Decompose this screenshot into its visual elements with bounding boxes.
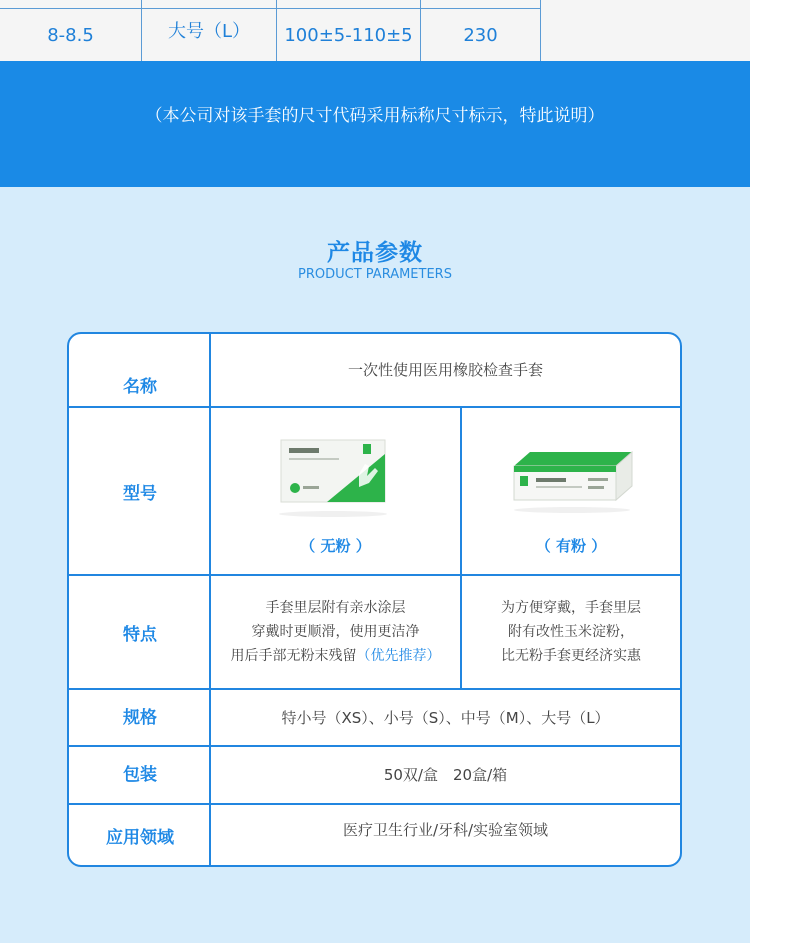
powder-free-box-image	[267, 434, 397, 524]
value-size: 特小号（XS）、小号（S）、中号（M）、大号（L）	[281, 708, 610, 727]
features-powder-free	[211, 576, 460, 688]
value-packaging: 50双/盒 20盒/箱	[383, 766, 508, 784]
feature-line: 比无粉手套更经济实惠	[501, 648, 641, 664]
label-features: 特点	[123, 624, 157, 645]
feature-line: 为方便穿戴，手套里层	[501, 600, 641, 616]
value-application: 医疗卫生行业/牙科/实验室领域	[342, 821, 549, 839]
feature-line: 附有改性玉米淀粉，	[508, 624, 634, 640]
feature-line: 手套里层附有亲水涂层	[265, 600, 406, 616]
size-cell-hand: 8-8.5	[47, 24, 94, 46]
label-size: 规格	[123, 707, 157, 728]
label-packaging: 包装	[123, 764, 157, 785]
size-cell-length: 100±5-110±5	[284, 24, 413, 46]
powdered-box-image	[506, 438, 636, 518]
feature-line	[231, 644, 441, 668]
recommend-tag: （优先推荐）	[356, 648, 441, 664]
label-name: 名称	[123, 376, 157, 397]
feature-text: 用后手部无粉末残留	[230, 648, 357, 664]
glove-box-icon	[506, 438, 636, 518]
size-cell-count: 230	[463, 24, 498, 46]
caption-powder-free: （ 无粉 ）	[300, 537, 371, 555]
section-subtitle: PRODUCT PARAMETERS	[298, 267, 452, 282]
features-powdered	[462, 576, 680, 688]
caption-powdered: （ 有粉 ）	[535, 537, 607, 555]
product-parameters-section	[0, 187, 750, 943]
label-model: 型号	[123, 483, 157, 504]
size-cell-code: 大号（L）	[167, 21, 251, 42]
label-application: 应用领域	[106, 827, 174, 848]
section-title: 产品参数	[327, 240, 423, 266]
notice-band	[0, 61, 750, 187]
value-name: 一次性使用医用橡胶检查手套	[347, 361, 543, 379]
divider	[540, 0, 541, 61]
size-table	[0, 0, 750, 61]
notice-text: （本公司对该手套的尺寸代码采用标称尺寸标示，特此说明）	[145, 106, 605, 126]
glove-box-icon	[267, 434, 397, 524]
spec-table	[67, 332, 682, 867]
feature-line: 穿戴时更顺滑，使用更洁净	[251, 624, 420, 640]
